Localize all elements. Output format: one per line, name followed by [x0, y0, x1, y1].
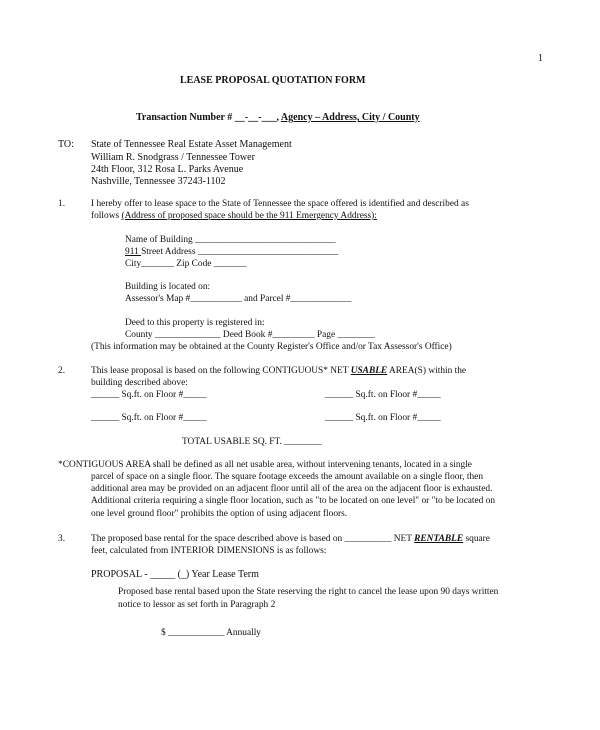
address-note: (Address of proposed space should be the 911 Emergency Address): — [121, 211, 377, 221]
section-1-line-2 — [91, 211, 377, 222]
usable-word: USABLE — [350, 366, 388, 376]
annual-amount-field: $ ____________ Annually — [161, 628, 261, 638]
agency-address: Agency – Address, City / County — [280, 112, 420, 123]
section-1-line-1: I hereby offer to lease space to the State of Tennessee the space offered is identified and described as — [91, 199, 469, 209]
to-line-4: Nashville, Tennessee 37243-1102 — [91, 176, 226, 187]
contiguous-line-2: parcel of space on a single floor. The square footage exceeds the amount available on a single floor, then — [91, 472, 484, 482]
contiguous-line-4: Additional criteria requiring a single floor location, such as "to be located on one level" or "to be located on — [91, 496, 496, 506]
contiguous-line-1: *CONTIGUOUS AREA shall be defined as all net usable area, without intervening tenants, located in a single — [58, 460, 472, 470]
street-911: 911 — [125, 247, 142, 257]
to-line-3: 24th Floor, 312 Rosa L. Parks Avenue — [91, 164, 244, 175]
form-title: LEASE PROPOSAL QUOTATION FORM — [180, 75, 366, 86]
section-3-number: 3. — [58, 534, 66, 544]
assessor-map-field: Assessor's Map #___________ and Parcel #_____________ — [125, 294, 352, 304]
to-label: TO: — [58, 139, 74, 150]
contiguous-line-3: additional area may be provided on an adjacent floor until all of the area on the adjacent floor is exhausted. — [91, 484, 493, 494]
total-usable-field: TOTAL USABLE SQ. FT. ________ — [182, 437, 322, 447]
building-located-label: Building is located on: — [125, 282, 211, 292]
section-2-number: 2. — [58, 366, 66, 376]
street-address-label: Street Address ______________________________ — [141, 247, 339, 257]
section-2-text-a: This lease proposal is based on the following CONTIGUOUS* NET — [91, 366, 351, 376]
building-name-field: Name of Building ______________________________ — [125, 235, 336, 245]
county-deed-page-field: County ______________ Deed Book #_________ Page ________ — [125, 330, 375, 340]
section-1-number: 1. — [58, 199, 66, 209]
section-2-text-b: AREA(S) within the — [387, 366, 467, 376]
floor-row-3: ______ Sq.ft. on Floor #_____ — [91, 413, 207, 423]
to-line-1: State of Tennessee Real Estate Asset Management — [91, 139, 292, 150]
section-3-line-2: feet, calculated from INTERIOR DIMENSIONS is as follows: — [91, 546, 327, 556]
rentable-word: RENTABLE — [414, 534, 464, 544]
floor-row-2: ______ Sq.ft. on Floor #_____ — [325, 390, 441, 400]
floor-row-4: ______ Sq.ft. on Floor #_____ — [325, 413, 441, 423]
deed-registered-label: Deed to this property is registered in: — [125, 318, 265, 328]
section-2-line-2: building described above: — [91, 378, 188, 388]
street-address-field — [125, 247, 338, 258]
contiguous-line-5: one level ground floor" prohibits the option of using adjacent floors. — [91, 509, 348, 519]
transaction-label: Transaction Number # __-__-___, — [136, 112, 279, 123]
info-note: (This information may be obtained at the County Register's Office and/or Tax Assessor's Office) — [91, 342, 452, 352]
to-line-2: William R. Snodgrass / Tennessee Tower — [91, 152, 255, 163]
base-rental-line-2: notice to lessor as set forth in Paragraph 2 — [118, 600, 276, 610]
section-3-line-1 — [91, 534, 490, 545]
floor-row-1: ______ Sq.ft. on Floor #_____ — [91, 390, 207, 400]
section-1-follows: follows — [91, 211, 122, 221]
section-3-text-b: square — [463, 534, 490, 544]
base-rental-line-1: Proposed base rental based upon the State reserving the right to cancel the lease upon 90 days written — [118, 587, 499, 597]
city-zip-field: City_______ Zip Code _______ — [125, 259, 247, 269]
section-2-line-1 — [91, 366, 466, 377]
page-number: 1 — [538, 53, 543, 64]
proposal-term-field: PROPOSAL - _____ (_) Year Lease Term — [91, 569, 259, 580]
section-3-text-a: The proposed base rental for the space described above is based on __________ NET — [91, 534, 415, 544]
transaction-line — [136, 112, 420, 124]
